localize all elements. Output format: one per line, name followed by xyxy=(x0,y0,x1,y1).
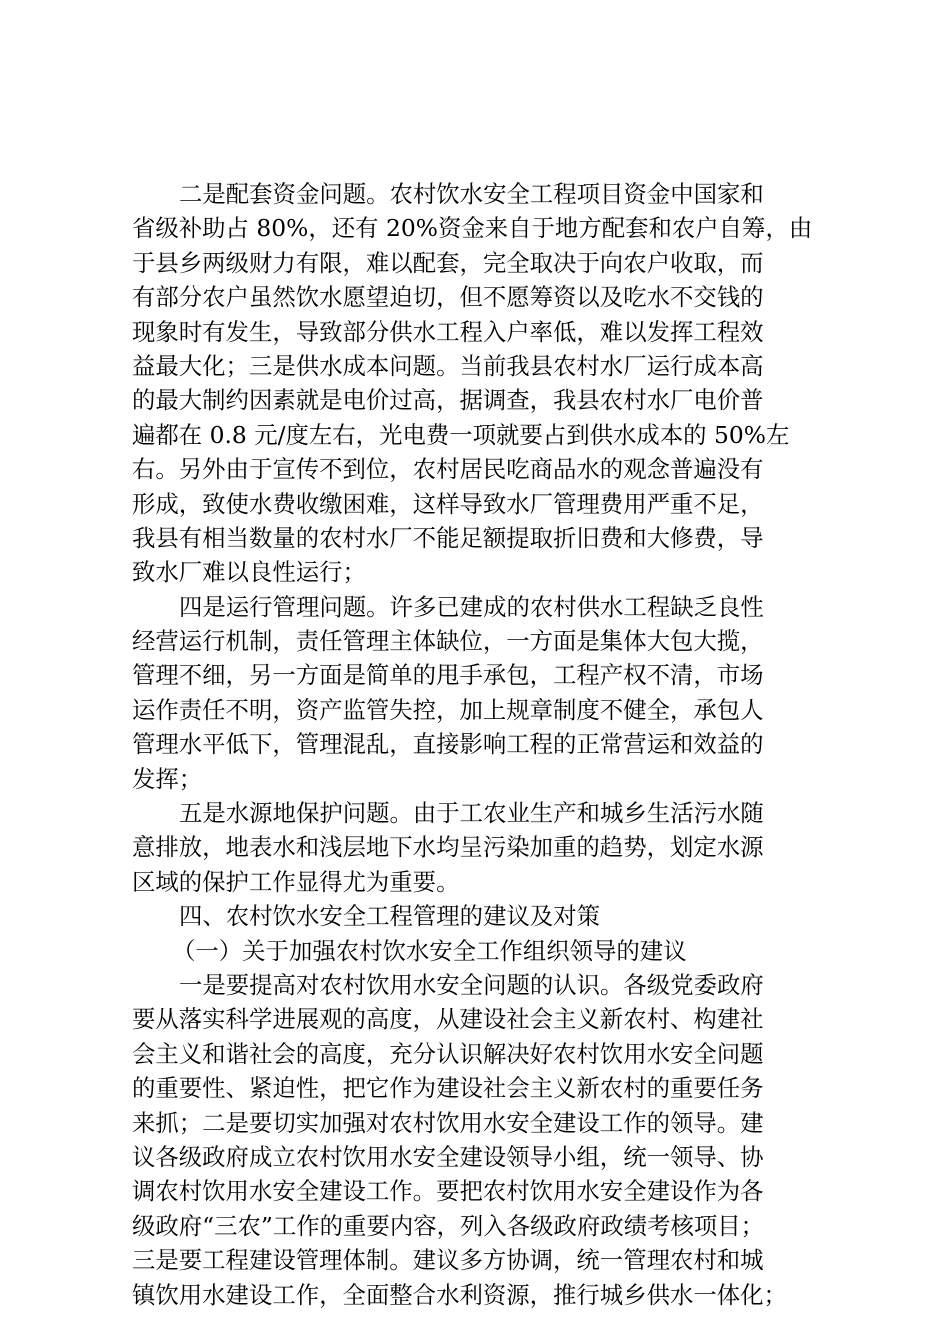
paragraph-line: 的重要性、紧迫性，把它作为建设社会主义新农村的重要任务 xyxy=(132,1074,764,1103)
section-heading: 四、农村饮水安全工程管理的建议及对策 xyxy=(179,902,601,931)
subsection-heading: （一）关于加强农村饮水安全工作组织领导的建议 xyxy=(172,936,687,965)
paragraph-line: 于县乡两级财力有限，难以配套，完全取决于向农户收取，而 xyxy=(132,248,764,277)
paragraph-line: 级政府“三农”工作的重要内容，列入各级政府政绩考核项目； xyxy=(132,1211,765,1240)
paragraph-line: 益最大化；三是供水成本问题。当前我县农村水厂运行成本高 xyxy=(132,351,764,380)
paragraph-line: 三是要工程建设管理体制。建议多方协调，统一管理农村和城 xyxy=(132,1246,764,1275)
paragraph-line: 意排放，地表水和浅层地下水均呈污染加重的趋势，划定水源 xyxy=(132,833,764,862)
paragraph-line: 现象时有发生，导致部分供水工程入户率低，难以发挥工程效 xyxy=(132,317,764,346)
paragraph-line: 来抓；二是要切实加强对农村饮用水安全建设工作的领导。建 xyxy=(132,1108,764,1137)
paragraph-line: 调农村饮用水安全建设工作。要把农村饮用水安全建设作为各 xyxy=(132,1177,764,1206)
paragraph-line: 议各级政府成立农村饮用水安全建设领导小组，统一领导、协 xyxy=(132,1142,764,1171)
paragraph-line: 遍都在 0.8 元/度左右，光电费一项就要占到供水成本的 50%左 xyxy=(132,420,790,449)
paragraph-line: 省级补助占 80%，还有 20%资金来自于地方配套和农户自筹，由 xyxy=(132,214,813,243)
paragraph-line: 形成，致使水费收缴困难，这样导致水厂管理费用严重不足， xyxy=(132,489,764,518)
paragraph-line: 管理不细，另一方面是简单的甩手承包，工程产权不清，市场 xyxy=(132,661,764,690)
paragraph-line: 有部分农户虽然饮水愿望迫切，但不愿筹资以及吃水不交钱的 xyxy=(132,283,764,312)
paragraph-line: 二是配套资金问题。农村饮水安全工程项目资金中国家和 xyxy=(179,180,764,208)
paragraph-line: 发挥； xyxy=(132,764,203,793)
paragraph-line: 会主义和谐社会的高度，充分认识解决好农村饮用水安全问题 xyxy=(132,1039,764,1068)
paragraph-line: 五是水源地保护问题。由于工农业生产和城乡生活污水随 xyxy=(179,799,764,828)
paragraph-line: 镇饮用水建设工作，全面整合水利资源，推行城乡供水一体化； xyxy=(132,1280,787,1309)
paragraph-line: 要从落实科学进展观的高度，从建设社会主义新农村、构建社 xyxy=(132,1005,764,1034)
paragraph-line: 区域的保护工作显得尤为重要。 xyxy=(132,867,460,896)
paragraph-line: 管理水平低下，管理混乱，直接影响工程的正常营运和效益的 xyxy=(132,730,764,759)
paragraph-line: 致水厂难以良性运行； xyxy=(132,558,366,587)
paragraph-line: 的最大制约因素就是电价过高，据调查，我县农村水厂电价普 xyxy=(132,386,764,415)
paragraph-line: 经营运行机制，责任管理主体缺位，一方面是集体大包大揽， xyxy=(132,627,764,656)
paragraph-line: 右。另外由于宣传不到位，农村居民吃商品水的观念普遍没有 xyxy=(132,455,764,484)
document-body xyxy=(132,177,832,1312)
paragraph-line: 四是运行管理问题。许多已建成的农村供水工程缺乏良性 xyxy=(179,592,764,621)
paragraph-line: 一是要提高对农村饮用水安全问题的认识。各级党委政府 xyxy=(179,970,764,999)
paragraph-line: 运作责任不明，资产监管失控，加上规章制度不健全，承包人 xyxy=(132,695,764,724)
paragraph-line: 我县有相当数量的农村水厂不能足额提取折旧费和大修费，导 xyxy=(132,523,764,552)
